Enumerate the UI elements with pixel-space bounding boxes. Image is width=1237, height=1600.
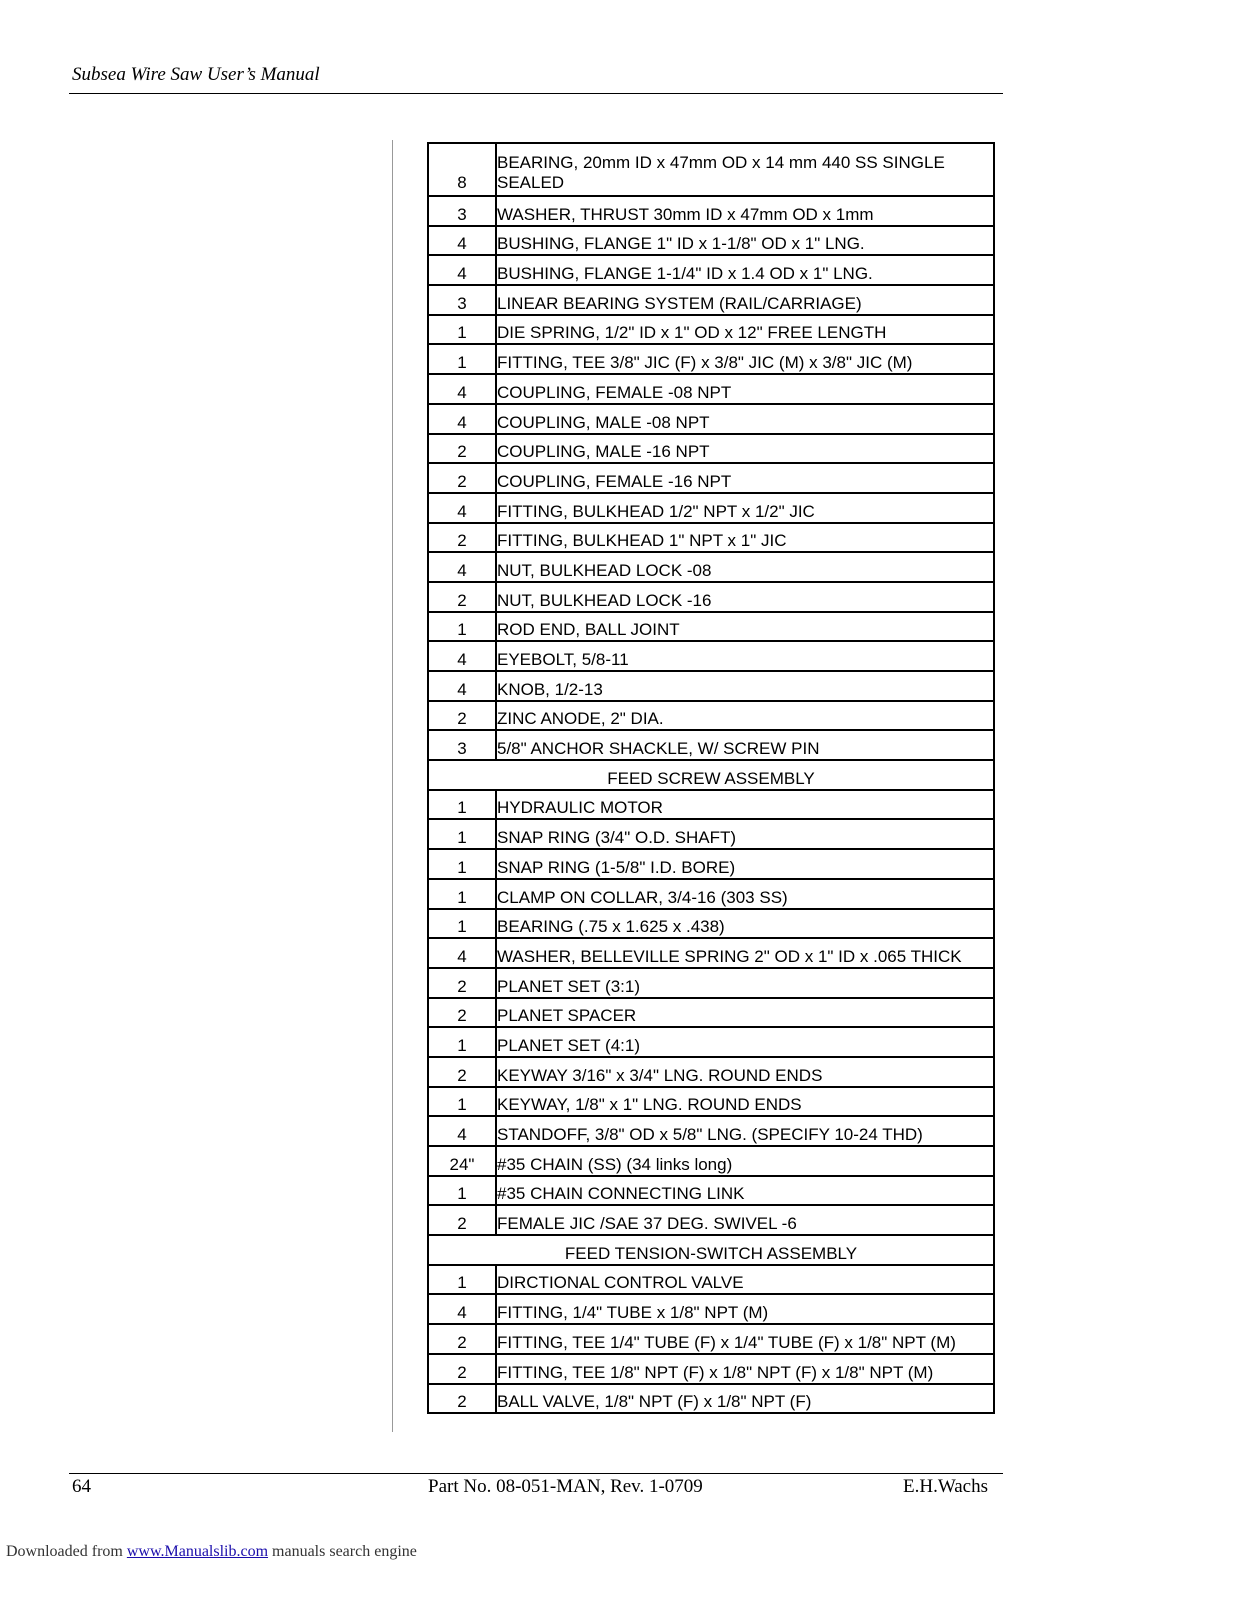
table-row bbox=[428, 879, 994, 909]
table-row bbox=[428, 344, 994, 374]
description-cell: STANDOFF, 3/8" OD x 5/8" LNG. (SPECIFY 10-24 THD) bbox=[496, 1116, 994, 1146]
description-cell: FITTING, TEE 1/8" NPT (F) x 1/8" NPT (F) x 1/8" NPT (M) bbox=[496, 1354, 994, 1384]
table-row bbox=[428, 641, 994, 671]
qty-cell: 3 bbox=[428, 285, 496, 315]
description-cell: FEMALE JIC /SAE 37 DEG. SWIVEL -6 bbox=[496, 1205, 994, 1235]
table-row bbox=[428, 226, 994, 256]
qty-cell: 1 bbox=[428, 612, 496, 642]
qty-cell: 1 bbox=[428, 1265, 496, 1295]
table-row bbox=[428, 552, 994, 582]
qty-cell: 1 bbox=[428, 819, 496, 849]
qty-cell: 4 bbox=[428, 404, 496, 434]
table-row bbox=[428, 849, 994, 879]
table-row bbox=[428, 968, 994, 998]
table-row bbox=[428, 285, 994, 315]
description-cell: ROD END, BALL JOINT bbox=[496, 612, 994, 642]
description-cell: FITTING, BULKHEAD 1" NPT x 1" JIC bbox=[496, 523, 994, 553]
table-row bbox=[428, 730, 994, 760]
table-row bbox=[428, 701, 994, 731]
description-cell: WASHER, THRUST 30mm ID x 47mm OD x 1mm bbox=[496, 196, 994, 226]
qty-cell: 1 bbox=[428, 849, 496, 879]
header-divider bbox=[69, 93, 1003, 94]
qty-cell: 2 bbox=[428, 434, 496, 464]
table-row bbox=[428, 1057, 994, 1087]
table-row bbox=[428, 998, 994, 1028]
description-cell: EYEBOLT, 5/8-11 bbox=[496, 641, 994, 671]
table-row bbox=[428, 1205, 994, 1235]
qty-cell: 2 bbox=[428, 523, 496, 553]
table-row bbox=[428, 404, 994, 434]
table-row bbox=[428, 1354, 994, 1384]
table-row bbox=[428, 938, 994, 968]
description-cell: DIE SPRING, 1/2" ID x 1" OD x 12" FREE LENGTH bbox=[496, 315, 994, 345]
qty-cell: 2 bbox=[428, 463, 496, 493]
table-row bbox=[428, 255, 994, 285]
footer-divider bbox=[69, 1473, 1003, 1474]
table-row bbox=[428, 523, 994, 553]
description-cell: COUPLING, MALE -08 NPT bbox=[496, 404, 994, 434]
table-row bbox=[428, 612, 994, 642]
table-row bbox=[428, 1027, 994, 1057]
qty-cell: 4 bbox=[428, 226, 496, 256]
description-cell: DIRCTIONAL CONTROL VALVE bbox=[496, 1265, 994, 1295]
qty-cell: 4 bbox=[428, 641, 496, 671]
qty-cell: 1 bbox=[428, 315, 496, 345]
table-row bbox=[428, 196, 994, 226]
description-cell: SNAP RING (3/4" O.D. SHAFT) bbox=[496, 819, 994, 849]
table-row bbox=[428, 790, 994, 820]
description-cell: PLANET SET (4:1) bbox=[496, 1027, 994, 1057]
qty-cell: 2 bbox=[428, 998, 496, 1028]
qty-cell: 3 bbox=[428, 196, 496, 226]
qty-cell: 4 bbox=[428, 552, 496, 582]
description-cell: CLAMP ON COLLAR, 3/4-16 (303 SS) bbox=[496, 879, 994, 909]
description-cell: FITTING, BULKHEAD 1/2" NPT x 1/2" JIC bbox=[496, 493, 994, 523]
description-cell: PLANET SET (3:1) bbox=[496, 968, 994, 998]
parts-list-table bbox=[427, 142, 995, 1414]
qty-cell: 4 bbox=[428, 671, 496, 701]
table-row bbox=[428, 1176, 994, 1206]
table-row bbox=[428, 1384, 994, 1414]
description-cell bbox=[496, 143, 994, 196]
description-cell: PLANET SPACER bbox=[496, 998, 994, 1028]
qty-cell: 24" bbox=[428, 1146, 496, 1176]
description-cell: HYDRAULIC MOTOR bbox=[496, 790, 994, 820]
section-title: FEED SCREW ASSEMBLY bbox=[428, 760, 994, 790]
table-row bbox=[428, 1116, 994, 1146]
qty-cell: 2 bbox=[428, 1205, 496, 1235]
description-cell: FITTING, TEE 3/8" JIC (F) x 3/8" JIC (M) x 3/8" JIC (M) bbox=[496, 344, 994, 374]
table-row bbox=[428, 493, 994, 523]
qty-cell: 2 bbox=[428, 1324, 496, 1354]
description-line: SEALED bbox=[497, 173, 565, 192]
table-row bbox=[428, 463, 994, 493]
table-row bbox=[428, 1324, 994, 1354]
qty-cell: 1 bbox=[428, 1027, 496, 1057]
description-cell: #35 CHAIN (SS) (34 links long) bbox=[496, 1146, 994, 1176]
table-row bbox=[428, 374, 994, 404]
table-row bbox=[428, 1294, 994, 1324]
description-cell: ZINC ANODE, 2" DIA. bbox=[496, 701, 994, 731]
download-note bbox=[6, 1543, 417, 1561]
description-cell: KEYWAY, 1/8" x 1" LNG. ROUND ENDS bbox=[496, 1087, 994, 1117]
qty-cell: 2 bbox=[428, 582, 496, 612]
qty-cell: 4 bbox=[428, 255, 496, 285]
description-cell: KEYWAY 3/16" x 3/4" LNG. ROUND ENDS bbox=[496, 1057, 994, 1087]
description-cell: BEARING (.75 x 1.625 x .438) bbox=[496, 909, 994, 939]
qty-cell: 1 bbox=[428, 344, 496, 374]
qty-cell: 1 bbox=[428, 879, 496, 909]
description-cell: BUSHING, FLANGE 1" ID x 1-1/8" OD x 1" LNG. bbox=[496, 226, 994, 256]
page-number: 64 bbox=[72, 1476, 91, 1497]
table-row bbox=[428, 1265, 994, 1295]
qty-cell: 4 bbox=[428, 1116, 496, 1146]
margin-change-bar bbox=[392, 140, 393, 1432]
qty-cell: 4 bbox=[428, 374, 496, 404]
download-note-prefix: Downloaded from bbox=[6, 1543, 127, 1560]
qty-cell: 2 bbox=[428, 968, 496, 998]
table-row bbox=[428, 1087, 994, 1117]
qty-cell: 8 bbox=[428, 143, 496, 196]
description-cell: #35 CHAIN CONNECTING LINK bbox=[496, 1176, 994, 1206]
table-row bbox=[428, 582, 994, 612]
page-header-title: Subsea Wire Saw User’s Manual bbox=[72, 64, 320, 85]
qty-cell: 2 bbox=[428, 1057, 496, 1087]
description-cell: COUPLING, MALE -16 NPT bbox=[496, 434, 994, 464]
qty-cell: 1 bbox=[428, 1176, 496, 1206]
qty-cell: 4 bbox=[428, 938, 496, 968]
description-cell: KNOB, 1/2-13 bbox=[496, 671, 994, 701]
download-note-suffix: manuals search engine bbox=[268, 1543, 417, 1560]
table-row bbox=[428, 143, 994, 196]
description-cell: FITTING, TEE 1/4" TUBE (F) x 1/4" TUBE (F) x 1/8" NPT (M) bbox=[496, 1324, 994, 1354]
table-row bbox=[428, 909, 994, 939]
table-row bbox=[428, 315, 994, 345]
part-number: Part No. 08-051-MAN, Rev. 1-0709 bbox=[428, 1476, 703, 1497]
manualslib-link[interactable]: www.Manualslib.com bbox=[126, 1543, 269, 1560]
qty-cell: 1 bbox=[428, 909, 496, 939]
description-cell: LINEAR BEARING SYSTEM (RAIL/CARRIAGE) bbox=[496, 285, 994, 315]
description-line: BEARING, 20mm ID x 47mm OD x 14 mm 440 SS SINGLE bbox=[497, 153, 945, 172]
description-cell: WASHER, BELLEVILLE SPRING 2" OD x 1" ID x .065 THICK bbox=[496, 938, 994, 968]
description-cell: 5/8" ANCHOR SHACKLE, W/ SCREW PIN bbox=[496, 730, 994, 760]
description-cell: COUPLING, FEMALE -08 NPT bbox=[496, 374, 994, 404]
table-row bbox=[428, 434, 994, 464]
parts-list-body bbox=[428, 143, 994, 1413]
qty-cell: 1 bbox=[428, 1087, 496, 1117]
description-cell: NUT, BULKHEAD LOCK -16 bbox=[496, 582, 994, 612]
company-name: E.H.Wachs bbox=[903, 1476, 988, 1497]
qty-cell: 1 bbox=[428, 790, 496, 820]
section-header-row bbox=[428, 1235, 994, 1265]
description-cell: BALL VALVE, 1/8" NPT (F) x 1/8" NPT (F) bbox=[496, 1384, 994, 1414]
qty-cell: 2 bbox=[428, 1354, 496, 1384]
qty-cell: 4 bbox=[428, 493, 496, 523]
section-title: FEED TENSION-SWITCH ASSEMBLY bbox=[428, 1235, 994, 1265]
description-cell: SNAP RING (1-5/8" I.D. BORE) bbox=[496, 849, 994, 879]
qty-cell: 2 bbox=[428, 701, 496, 731]
table-row bbox=[428, 671, 994, 701]
description-cell: COUPLING, FEMALE -16 NPT bbox=[496, 463, 994, 493]
qty-cell: 3 bbox=[428, 730, 496, 760]
description-cell: FITTING, 1/4" TUBE x 1/8" NPT (M) bbox=[496, 1294, 994, 1324]
table-row bbox=[428, 819, 994, 849]
section-header-row bbox=[428, 760, 994, 790]
description-cell: BUSHING, FLANGE 1-1/4" ID x 1.4 OD x 1" LNG. bbox=[496, 255, 994, 285]
description-cell: NUT, BULKHEAD LOCK -08 bbox=[496, 552, 994, 582]
qty-cell: 2 bbox=[428, 1384, 496, 1414]
qty-cell: 4 bbox=[428, 1294, 496, 1324]
table-row bbox=[428, 1146, 994, 1176]
